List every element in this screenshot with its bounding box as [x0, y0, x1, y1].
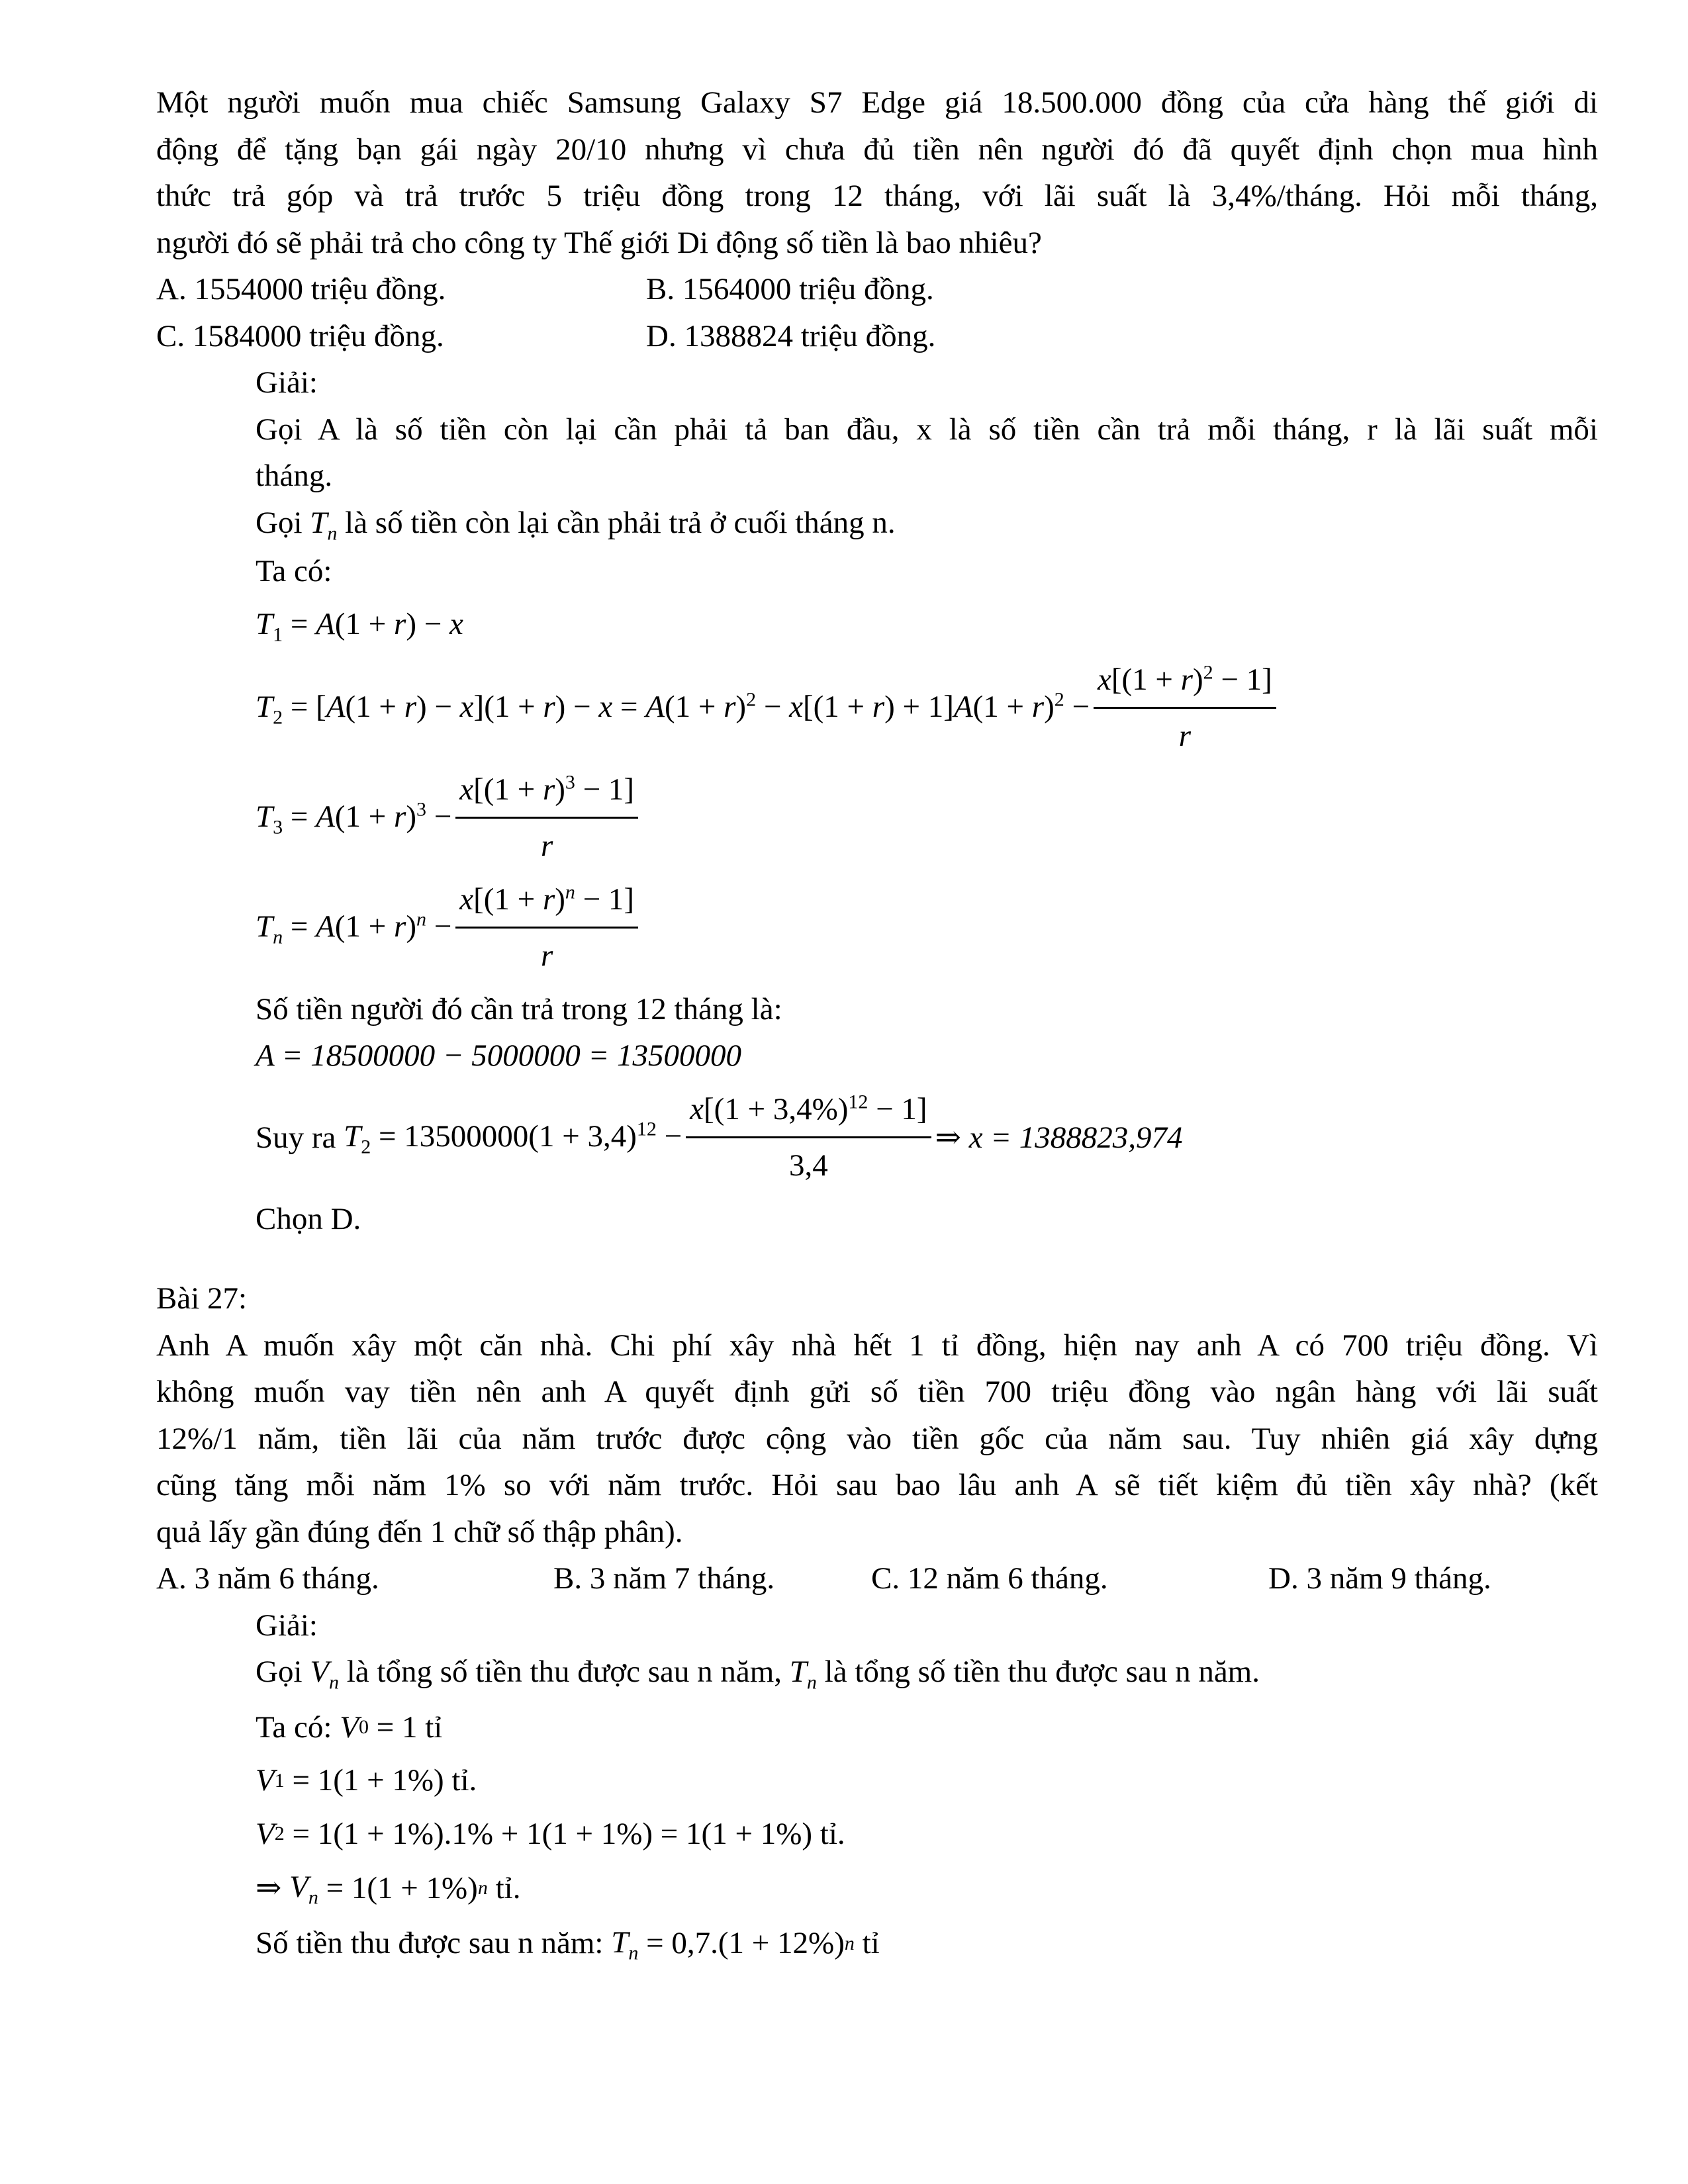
option-c: C. 1584000 triệu đồng.	[156, 318, 444, 353]
problem26-line-4: người đó sẽ phải trả cho công ty Thế giới Di động số tiền là bao nhiêu?	[156, 225, 1042, 260]
option-c: C. 12 năm 6 tháng.	[871, 1561, 1108, 1596]
equation-v0: Ta có: V 0 = 1 tỉ	[256, 1709, 443, 1745]
problem27-options-row	[156, 1555, 1598, 1602]
document-page	[156, 79, 1598, 1974]
equation-vn: ⇒ $V_n$ = 1(1 + 1%) n tỉ.	[256, 1870, 521, 1909]
problem27-line-3: 12%/1 năm, tiền lãi của năm trước được cộng vào tiền gốc của năm sau. Tuy nhiên giá xây dựng	[156, 1421, 1598, 1456]
problem27-solution	[256, 1602, 1598, 1968]
equation-a: A = 18500000 − 5000000 = 13500000	[256, 1038, 742, 1073]
problem26-line-3: thức trả góp và trả trước 5 triệu đồng trong 12 tháng, với lãi suất là 3,4%/tháng. Hỏi mỗi tháng,	[156, 179, 1598, 213]
problem26-line-1: Một người muốn mua chiếc Samsung Galaxy S7 Edge giá 18.500.000 đồng của cửa hàng thế giới di	[156, 85, 1598, 120]
problem26-solution	[256, 359, 1598, 1242]
equation-result: Suy ra $T_2 = 13500000(1 + 3,4)^{12}$ − $\frac{x[(1 + 3,4\%)^{12} - 1]}{3,4}$ ⇒ x = 1388823,974	[256, 1086, 1598, 1189]
definition-line: Gọi $V_n$ là tổng số tiền thu được sau n năm, $T_n$ là tổng số tiền thu được sau n năm.	[256, 1655, 1260, 1694]
problem27-line-5: quả lấy gần đúng đến 1 chữ số thập phân).	[156, 1514, 683, 1549]
equation-v2: V 2 = 1(1 + 1%).1% + 1(1 + 1%) = 1(1 + 1%) tỉ.	[256, 1816, 845, 1851]
problem27-line-2: không muốn vay tiền nên anh A quyết định gửi số tiền 700 triệu đồng vào ngân hàng với lãi suất	[156, 1375, 1598, 1410]
choose-answer: Chọn D.	[256, 1201, 361, 1236]
ta-co-label: Ta có:	[256, 553, 332, 588]
payment-line: Số tiền người đó cần trả trong 12 tháng là:	[256, 991, 782, 1026]
problem26-options-row-1	[156, 266, 1598, 313]
problem27-line-4: cũng tăng mỗi năm 1% so với năm trước. Hỏi sau bao lâu anh A sẽ tiết kiệm đủ tiền xây nhà? (kết	[156, 1468, 1598, 1503]
option-d: D. 1388824 triệu đồng.	[646, 318, 936, 353]
result-conclusion: ⇒ x = 1388823,974	[935, 1120, 1183, 1155]
option-d: D. 3 năm 9 tháng.	[1268, 1561, 1491, 1596]
option-b: B. 3 năm 7 tháng.	[553, 1561, 775, 1596]
tn-definition: Gọi $T_n$ là số tiền còn lại cần phải trả ở cuối tháng n.	[256, 505, 896, 544]
problem27-line-1: Anh A muốn xây một căn nhà. Chi phí xây nhà hết 1 tỉ đồng, hiện nay anh A có 700 triệu đồng. Vì	[156, 1328, 1598, 1363]
equation-v1: V 1 = 1(1 + 1%) tỉ.	[256, 1763, 477, 1798]
problem26-options-row-2	[156, 313, 1598, 360]
option-a: A. 3 năm 6 tháng.	[156, 1561, 379, 1596]
equation-t1: $T_1 = A(1 + r) - x$	[256, 607, 463, 646]
definition-line-2: tháng.	[256, 459, 333, 493]
equation-tn-final: Số tiền thu được sau n năm: $T_n$ = 0,7.(1 + 12%) n tỉ	[256, 1925, 880, 1964]
equation-t2: $T_2 = [A(1 + r) - x](1 + r) - x = A(1 + r)^2 - x[(1 + r) + 1]A(1 + r)^2$ − $\frac{x[(1 + r)^2 - 1]}{r}$	[256, 657, 1598, 760]
definition-line-1: Gọi A là số tiền còn lại cần phải tả ban đầu, x là số tiền cần trả mỗi tháng, r là lãi suất mỗi	[256, 412, 1598, 447]
option-b: B. 1564000 triệu đồng.	[646, 272, 934, 306]
equation-tn: $T_n = A(1 + r)^n$ − $\frac{x[(1 + r)^n - 1]}{r}$	[256, 876, 1598, 979]
problem27-title: Bài 27:	[156, 1281, 248, 1316]
option-a: A. 1554000 triệu đồng.	[156, 272, 446, 306]
problem26-line-2: động để tặng bạn gái ngày 20/10 nhưng vì chưa đủ tiền nên người đó đã quyết định chọn mua hình	[156, 132, 1598, 167]
equation-t3: $T_3 = A(1 + r)^3$ − $\frac{x[(1 + r)^3 - 1]}{r}$	[256, 766, 1598, 870]
solution-label: Giải:	[256, 365, 318, 400]
solution-label: Giải:	[256, 1608, 318, 1643]
